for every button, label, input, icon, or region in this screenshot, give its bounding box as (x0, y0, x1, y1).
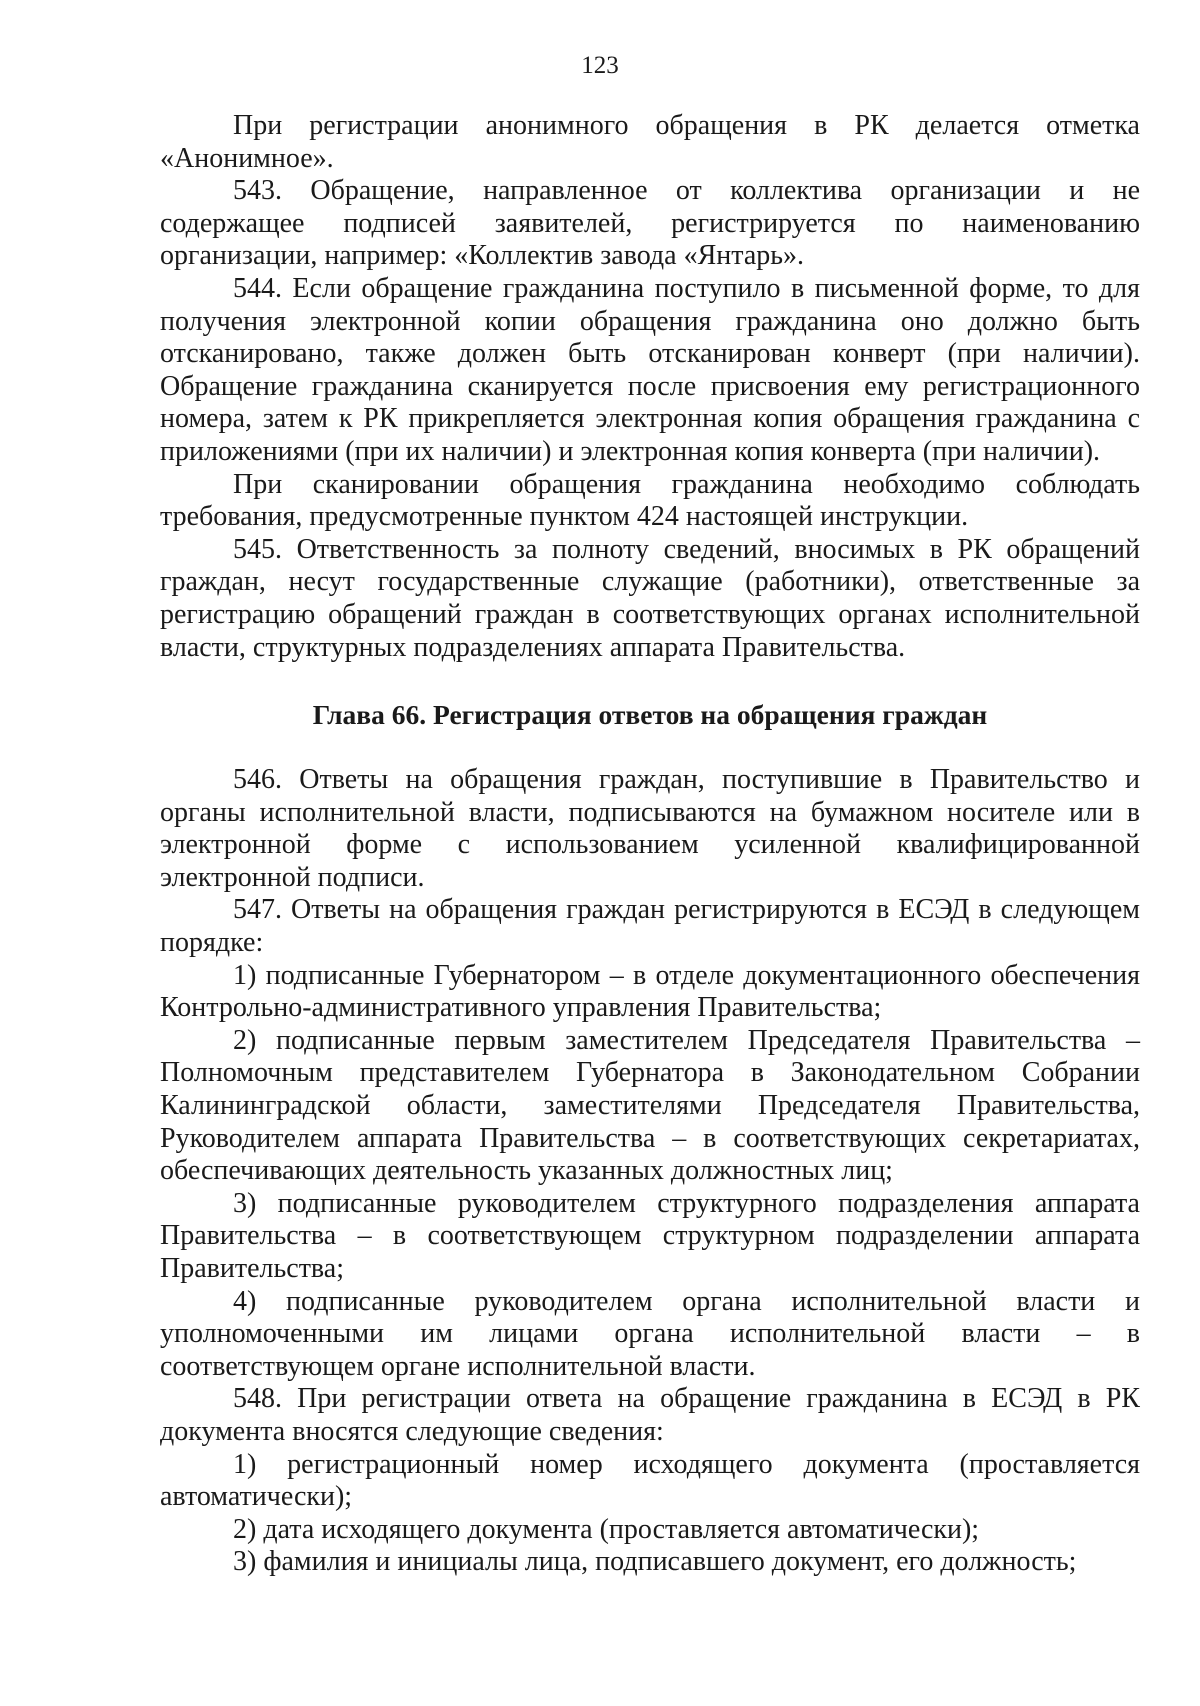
paragraph-545: 545. Ответственность за полноту сведений, вносимых в РК обращений граждан, несут государственные служащие (работники), ответственные за регистрацию обращений граждан в соответствующих органах исполнительной власти, структурных подразделениях аппарата Правительства. (160, 533, 1140, 663)
paragraph-546: 546. Ответы на обращения граждан, поступившие в Правительство и органы исполнительной власти, подписываются на бумажном носителе или в электронной форме с использованием усиленной квалифицированной электронной подписи. (160, 764, 1140, 893)
list-item-548-1: 1) регистрационный номер исходящего документа (проставляется автоматически); (160, 1448, 1140, 1513)
chapter-heading: Глава 66. Регистрация ответов на обращения граждан (312, 699, 988, 731)
paragraph-544: 544. Если обращение гражданина поступило в письменной форме, то для получения электронной копии обращения гражданина оно должно быть отсканировано, также должен быть отсканирован конверт (при наличии). Обращение гражданина сканируется после присвоения ему регистрационного номера, затем к РК прикрепляется электронная копия обращения гражданина с приложениями (при их наличии) и электронная копия конверта (при наличии). (160, 272, 1140, 467)
paragraph-scanning-requirements: При сканировании обращения гражданина необходимо соблюдать требования, предусмотренные пунктом 424 настоящей инструкции. (160, 468, 1140, 533)
list-item-547-1: 1) подписанные Губернатором – в отделе документационного обеспечения Контрольно-административного управления Правительства; (160, 959, 1140, 1024)
page-number: 123 (581, 52, 619, 79)
list-item-548-2: 2) дата исходящего документа (проставляется автоматически); (233, 1513, 980, 1545)
list-item-548-3: 3) фамилия и инициалы лица, подписавшего документ, его должность; (233, 1546, 1077, 1578)
paragraph-anonymous-mark: При регистрации анонимного обращения в РК делается отметка «Анонимное». (160, 110, 1140, 174)
document-body (160, 110, 1140, 1579)
list-item-547-3: 3) подписанные руководителем структурного подразделения аппарата Правительства – в соответствующем структурном подразделении аппарата Правительства; (160, 1187, 1140, 1284)
paragraph-543: 543. Обращение, направленное от коллектива организации и не содержащее подписей заявителей, регистрируется по наименованию организации, например: «Коллектив завода «Янтарь». (160, 175, 1140, 272)
list-item-547-4: 4) подписанные руководителем органа исполнительной власти и уполномоченными им лицами органа исполнительной власти – в соответствующем органе исполнительной власти. (160, 1285, 1140, 1382)
list-item-547-2: 2) подписанные первым заместителем Председателя Правительства – Полномочным представителем Губернатора в Законодательном Собрании Калининградской области, заместителями Председателя Правительства, Руководителем аппарата Правительства – в соответствующих секретариатах, обеспечивающих деятельность указанных должностных лиц; (160, 1024, 1140, 1187)
paragraph-547: 547. Ответы на обращения граждан регистрируются в ЕСЭД в следующем порядке: (160, 894, 1140, 959)
paragraph-548: 548. При регистрации ответа на обращение гражданина в ЕСЭД в РК документа вносятся следующие сведения: (160, 1383, 1140, 1447)
